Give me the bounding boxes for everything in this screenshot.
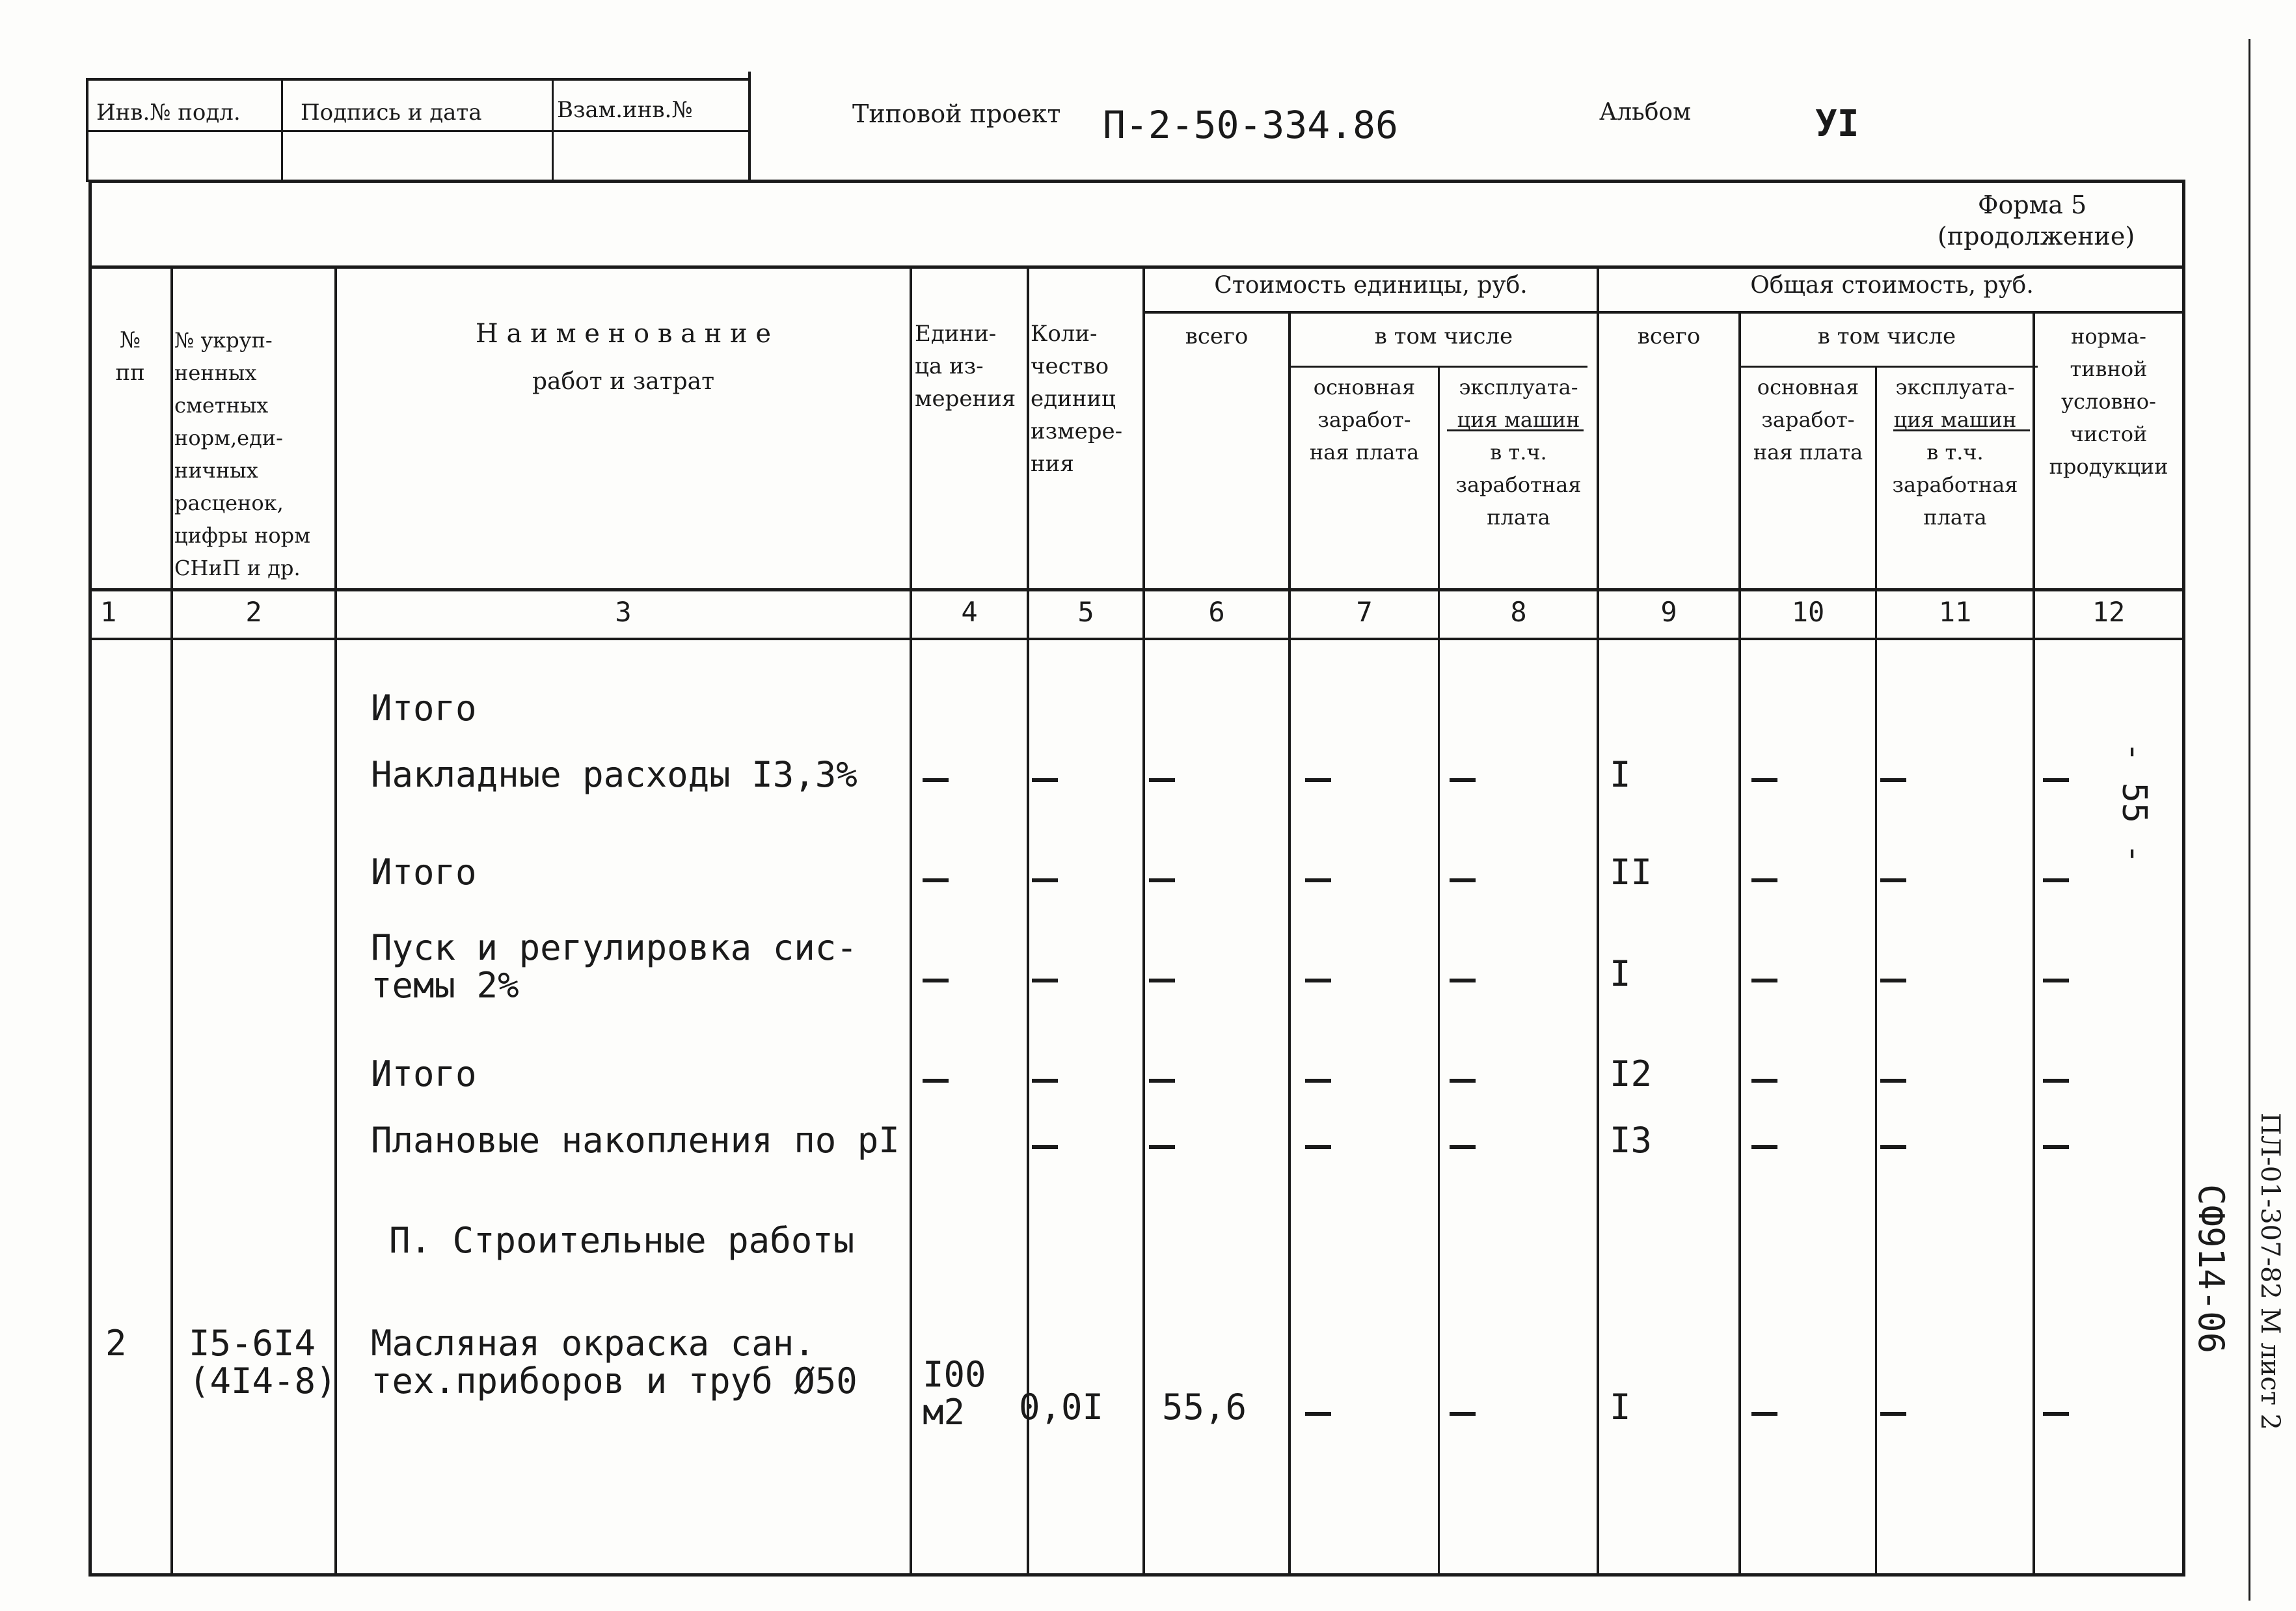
right-margin-line	[2249, 39, 2250, 1601]
dash-mark	[1032, 878, 1058, 882]
total-vsego-header: всего	[1637, 323, 1701, 349]
row-total: II	[1610, 852, 1653, 893]
document-code: СФ914-06	[2191, 1184, 2232, 1354]
row-unit-total: 55,6	[1162, 1387, 1247, 1428]
col-number: 8	[1510, 596, 1527, 628]
form-note: (продолжение)	[1938, 222, 2135, 250]
col3-header-title: Н а и м е н о в а н и е	[475, 319, 772, 349]
norm-header: норма- тивной условно- чистой продукции	[2049, 324, 2168, 479]
dash-mark	[1450, 878, 1476, 882]
row-total: I3	[1610, 1120, 1653, 1161]
dash-mark	[923, 878, 949, 882]
dash-mark	[1880, 878, 1906, 882]
dash-mark	[923, 778, 949, 782]
unit-vtch-zp-header: в т.ч. заработная плата	[1455, 440, 1582, 530]
col-number: 3	[615, 596, 632, 628]
col-number: 12	[2092, 596, 2126, 628]
dash-mark	[1880, 1145, 1906, 1149]
dash-mark	[2043, 1412, 2069, 1416]
dash-mark	[923, 979, 949, 982]
unit-vsego-header: всего	[1185, 323, 1249, 349]
total-osn-zp-header: основная заработ- ная плата	[1753, 375, 1863, 465]
dash-mark	[1450, 1412, 1476, 1416]
dash-mark	[1305, 1412, 1331, 1416]
dash-mark	[1032, 1145, 1058, 1149]
dash-mark	[1305, 1079, 1331, 1083]
dash-mark	[1751, 778, 1777, 782]
col-number: 11	[1938, 596, 1972, 628]
row-name: Пуск и регулировка сис- темы 2%	[371, 927, 858, 1006]
dash-mark	[1880, 1412, 1906, 1416]
inv-label: Инв.№ подл.	[96, 100, 241, 126]
dash-mark	[1305, 778, 1331, 782]
dash-mark	[1032, 1079, 1058, 1083]
row-name: Масляная окраска сан. тех.приборов и труб Ø50	[371, 1323, 858, 1401]
row-name: Итого	[371, 852, 477, 893]
dash-mark	[2043, 1079, 2069, 1083]
col3-header-sub: работ и затрат	[532, 368, 715, 395]
dash-mark	[2043, 979, 2069, 982]
page-number: - 55 -	[2114, 742, 2154, 864]
dash-mark	[1149, 979, 1175, 982]
total-ekspl-header: эксплуата- ция машин	[1893, 375, 2017, 432]
row-name: Накладные расходы I3,3%	[371, 754, 858, 795]
dash-mark	[1305, 1145, 1331, 1149]
dash-mark	[1450, 1079, 1476, 1083]
row-unit: I00 м2	[923, 1354, 986, 1433]
form-name: Форма 5	[1978, 191, 2087, 219]
dash-mark	[1450, 1145, 1476, 1149]
dash-mark	[1032, 979, 1058, 982]
dash-mark	[1751, 1412, 1777, 1416]
dash-mark	[1751, 979, 1777, 982]
row-total: I	[1610, 1387, 1631, 1428]
dash-mark	[2043, 778, 2069, 782]
dash-mark	[1880, 979, 1906, 982]
dash-mark	[2043, 1145, 2069, 1149]
col-number: 6	[1208, 596, 1225, 628]
row-total: I	[1610, 953, 1631, 994]
vzam-label: Взам.инв.№	[557, 97, 693, 123]
row-total: I2	[1610, 1053, 1653, 1094]
row-no: 2	[105, 1323, 127, 1364]
col2-header: № укруп- ненных сметных норм,еди- ничных расценок, цифры норм СНиП и др.	[174, 328, 311, 580]
col-number: 9	[1660, 596, 1677, 628]
sign-label: Подпись и дата	[301, 100, 482, 126]
section-title: П. Строительные работы	[389, 1220, 855, 1261]
unit-osn-zp-header: основная заработ- ная плата	[1309, 375, 1420, 465]
col-number: 1	[100, 596, 117, 628]
row-qty: 0,0I	[1019, 1387, 1104, 1428]
row-total: I	[1610, 754, 1631, 795]
dash-mark	[1149, 878, 1175, 882]
col-number: 4	[961, 596, 978, 628]
dash-mark	[1450, 979, 1476, 982]
dash-mark	[1149, 1145, 1175, 1149]
dash-mark	[1880, 1079, 1906, 1083]
album-number: УI	[1815, 103, 1859, 145]
dash-mark	[1305, 979, 1331, 982]
col-number: 2	[245, 596, 262, 628]
col1-header: № пп	[115, 327, 145, 386]
col-number: 5	[1077, 596, 1094, 628]
col-number: 10	[1791, 596, 1825, 628]
dash-mark	[1450, 778, 1476, 782]
dash-mark	[1032, 778, 1058, 782]
sheet-label: ПЛ-01-307-82 М лист 2	[2255, 1113, 2285, 1431]
unit-ekspl-header: эксплуата- ция машин	[1457, 375, 1580, 432]
total-vtch-zp-header: в т.ч. заработная плата	[1892, 440, 2018, 530]
col-number: 7	[1356, 596, 1373, 628]
row-name: Итого	[371, 688, 477, 729]
album-label: Альбом	[1599, 99, 1692, 126]
dash-mark	[1305, 878, 1331, 882]
row-name: Плановые накопления по рI	[371, 1120, 900, 1161]
total-vtomchisle-header: в том числе	[1817, 323, 1956, 349]
unit-vtomchisle-header: в том числе	[1374, 323, 1513, 349]
row-code: I5-6I4 (4I4-8)	[189, 1323, 337, 1401]
unit-cost-header: Стоимость единицы, руб.	[1214, 272, 1528, 299]
row-name: Итого	[371, 1053, 477, 1094]
dash-mark	[1149, 778, 1175, 782]
project-label: Типовой проект	[852, 100, 1061, 128]
dash-mark	[1751, 878, 1777, 882]
dash-mark	[1751, 1079, 1777, 1083]
dash-mark	[1149, 1079, 1175, 1083]
project-number: П-2-50-334.86	[1103, 103, 1398, 147]
dash-mark	[1751, 1145, 1777, 1149]
col5-header: Коли- чество единиц измере- ния	[1031, 321, 1123, 477]
dash-mark	[2043, 878, 2069, 882]
dash-mark	[923, 1079, 949, 1083]
dash-mark	[1880, 778, 1906, 782]
total-cost-header: Общая стоимость, руб.	[1750, 272, 2034, 299]
col4-header: Едини- ца из- мерения	[915, 321, 1016, 412]
